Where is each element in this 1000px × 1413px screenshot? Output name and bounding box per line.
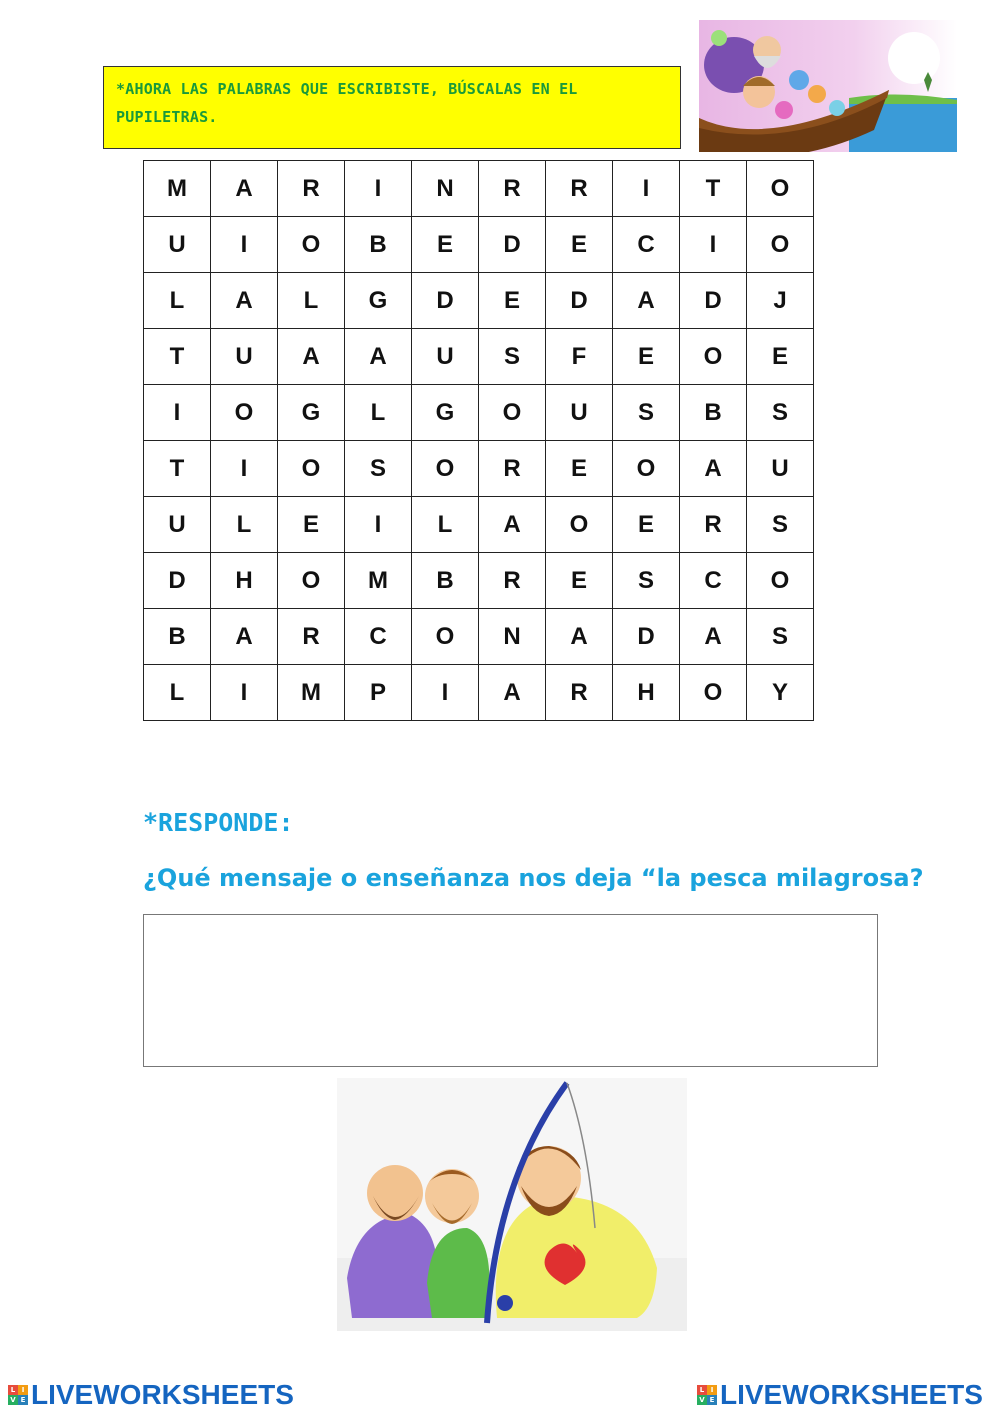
- grid-cell[interactable]: I: [144, 385, 211, 441]
- grid-cell[interactable]: R: [479, 553, 546, 609]
- grid-cell[interactable]: R: [546, 665, 613, 721]
- grid-cell[interactable]: L: [144, 273, 211, 329]
- grid-cell[interactable]: I: [412, 665, 479, 721]
- grid-row: [144, 441, 814, 497]
- grid-cell[interactable]: S: [479, 329, 546, 385]
- grid-cell[interactable]: T: [144, 329, 211, 385]
- grid-cell[interactable]: E: [613, 497, 680, 553]
- grid-cell[interactable]: A: [345, 329, 412, 385]
- grid-cell[interactable]: C: [680, 553, 747, 609]
- grid-cell[interactable]: R: [546, 161, 613, 217]
- grid-cell[interactable]: S: [747, 609, 814, 665]
- grid-cell[interactable]: S: [747, 497, 814, 553]
- grid-cell[interactable]: A: [680, 441, 747, 497]
- grid-cell[interactable]: I: [211, 441, 278, 497]
- grid-cell[interactable]: A: [546, 609, 613, 665]
- grid-row: [144, 609, 814, 665]
- grid-cell[interactable]: B: [412, 553, 479, 609]
- grid-cell[interactable]: A: [211, 273, 278, 329]
- grid-cell[interactable]: O: [211, 385, 278, 441]
- liveworksheets-logo-mark: L I V E: [8, 1385, 28, 1405]
- grid-cell[interactable]: E: [412, 217, 479, 273]
- grid-cell[interactable]: I: [345, 497, 412, 553]
- grid-cell[interactable]: S: [747, 385, 814, 441]
- grid-cell[interactable]: A: [479, 497, 546, 553]
- grid-cell[interactable]: I: [211, 665, 278, 721]
- grid-cell[interactable]: O: [278, 553, 345, 609]
- grid-cell[interactable]: L: [278, 273, 345, 329]
- grid-cell[interactable]: S: [613, 385, 680, 441]
- boat-fishing-illustration: [699, 20, 957, 152]
- word-search-grid: [143, 160, 814, 721]
- grid-cell[interactable]: M: [345, 553, 412, 609]
- grid-cell[interactable]: U: [144, 217, 211, 273]
- grid-cell[interactable]: N: [479, 609, 546, 665]
- grid-row: [144, 385, 814, 441]
- grid-cell[interactable]: M: [278, 665, 345, 721]
- grid-cell[interactable]: B: [680, 385, 747, 441]
- grid-cell[interactable]: T: [144, 441, 211, 497]
- grid-cell[interactable]: D: [680, 273, 747, 329]
- grid-cell[interactable]: U: [747, 441, 814, 497]
- grid-cell[interactable]: I: [680, 217, 747, 273]
- grid-cell[interactable]: E: [546, 553, 613, 609]
- grid-cell[interactable]: P: [345, 665, 412, 721]
- grid-cell[interactable]: I: [345, 161, 412, 217]
- grid-cell[interactable]: R: [479, 161, 546, 217]
- grid-cell[interactable]: M: [144, 161, 211, 217]
- grid-cell[interactable]: R: [278, 609, 345, 665]
- grid-cell[interactable]: D: [546, 273, 613, 329]
- grid-cell[interactable]: D: [613, 609, 680, 665]
- grid-cell[interactable]: L: [345, 385, 412, 441]
- grid-cell[interactable]: O: [613, 441, 680, 497]
- grid-cell[interactable]: A: [278, 329, 345, 385]
- grid-cell[interactable]: D: [144, 553, 211, 609]
- liveworksheets-logo-text: LIVEWORKSHEETS: [720, 1379, 983, 1410]
- grid-cell[interactable]: E: [613, 329, 680, 385]
- grid-cell[interactable]: O: [278, 217, 345, 273]
- grid-cell[interactable]: Y: [747, 665, 814, 721]
- grid-cell[interactable]: A: [613, 273, 680, 329]
- grid-cell[interactable]: L: [144, 665, 211, 721]
- grid-cell[interactable]: D: [479, 217, 546, 273]
- grid-cell[interactable]: E: [747, 329, 814, 385]
- grid-row: [144, 273, 814, 329]
- grid-cell[interactable]: O: [278, 441, 345, 497]
- grid-cell[interactable]: J: [747, 273, 814, 329]
- grid-cell[interactable]: U: [144, 497, 211, 553]
- grid-cell[interactable]: L: [412, 497, 479, 553]
- grid-row: [144, 161, 814, 217]
- grid-row: [144, 497, 814, 553]
- liveworksheets-logo-mark: L I V E: [697, 1385, 717, 1405]
- grid-cell[interactable]: R: [680, 497, 747, 553]
- grid-cell[interactable]: I: [613, 161, 680, 217]
- grid-cell[interactable]: D: [412, 273, 479, 329]
- grid-cell[interactable]: O: [680, 665, 747, 721]
- grid-cell[interactable]: C: [613, 217, 680, 273]
- grid-cell[interactable]: B: [345, 217, 412, 273]
- grid-cell[interactable]: E: [278, 497, 345, 553]
- grid-cell[interactable]: O: [747, 217, 814, 273]
- grid-cell[interactable]: T: [680, 161, 747, 217]
- grid-cell[interactable]: G: [412, 385, 479, 441]
- grid-cell[interactable]: G: [345, 273, 412, 329]
- grid-row: [144, 553, 814, 609]
- fishermen-illustration: [337, 1078, 687, 1331]
- liveworksheets-logo-right: [697, 1380, 983, 1410]
- grid-cell[interactable]: O: [479, 385, 546, 441]
- instruction-text: *AHORA LAS PALABRAS QUE ESCRIBISTE, BÚSCALAS EN EL PUPILETRAS.: [116, 80, 578, 126]
- grid-cell[interactable]: A: [211, 609, 278, 665]
- grid-cell[interactable]: C: [345, 609, 412, 665]
- grid-cell[interactable]: U: [412, 329, 479, 385]
- grid-cell[interactable]: B: [144, 609, 211, 665]
- grid-cell[interactable]: U: [211, 329, 278, 385]
- grid-cell[interactable]: O: [747, 161, 814, 217]
- grid-cell[interactable]: A: [479, 665, 546, 721]
- grid-cell[interactable]: G: [278, 385, 345, 441]
- grid-cell[interactable]: R: [479, 441, 546, 497]
- grid-cell[interactable]: S: [613, 553, 680, 609]
- grid-cell[interactable]: O: [546, 497, 613, 553]
- grid-cell[interactable]: O: [747, 553, 814, 609]
- grid-cell[interactable]: O: [412, 441, 479, 497]
- instruction-box: [103, 66, 681, 149]
- grid-cell[interactable]: L: [211, 497, 278, 553]
- liveworksheets-logo-left: [8, 1380, 294, 1410]
- grid-cell[interactable]: A: [211, 161, 278, 217]
- grid-cell[interactable]: E: [479, 273, 546, 329]
- answer-box[interactable]: [143, 914, 878, 1067]
- grid-cell[interactable]: O: [680, 329, 747, 385]
- grid-cell[interactable]: I: [211, 217, 278, 273]
- question-text: ¿Qué mensaje o enseñanza nos deja “la pesca milagrosa?: [143, 864, 924, 892]
- responde-label: *RESPONDE:: [143, 808, 294, 837]
- grid-cell[interactable]: O: [412, 609, 479, 665]
- grid-row: [144, 665, 814, 721]
- grid-cell[interactable]: H: [211, 553, 278, 609]
- grid-cell[interactable]: A: [680, 609, 747, 665]
- grid-cell[interactable]: S: [345, 441, 412, 497]
- liveworksheets-logo-text: LIVEWORKSHEETS: [31, 1379, 294, 1410]
- grid-cell[interactable]: N: [412, 161, 479, 217]
- grid-row: [144, 217, 814, 273]
- grid-cell[interactable]: H: [613, 665, 680, 721]
- grid-cell[interactable]: R: [278, 161, 345, 217]
- grid-row: [144, 329, 814, 385]
- grid-cell[interactable]: F: [546, 329, 613, 385]
- grid-cell[interactable]: E: [546, 217, 613, 273]
- grid-cell[interactable]: U: [546, 385, 613, 441]
- grid-cell[interactable]: E: [546, 441, 613, 497]
